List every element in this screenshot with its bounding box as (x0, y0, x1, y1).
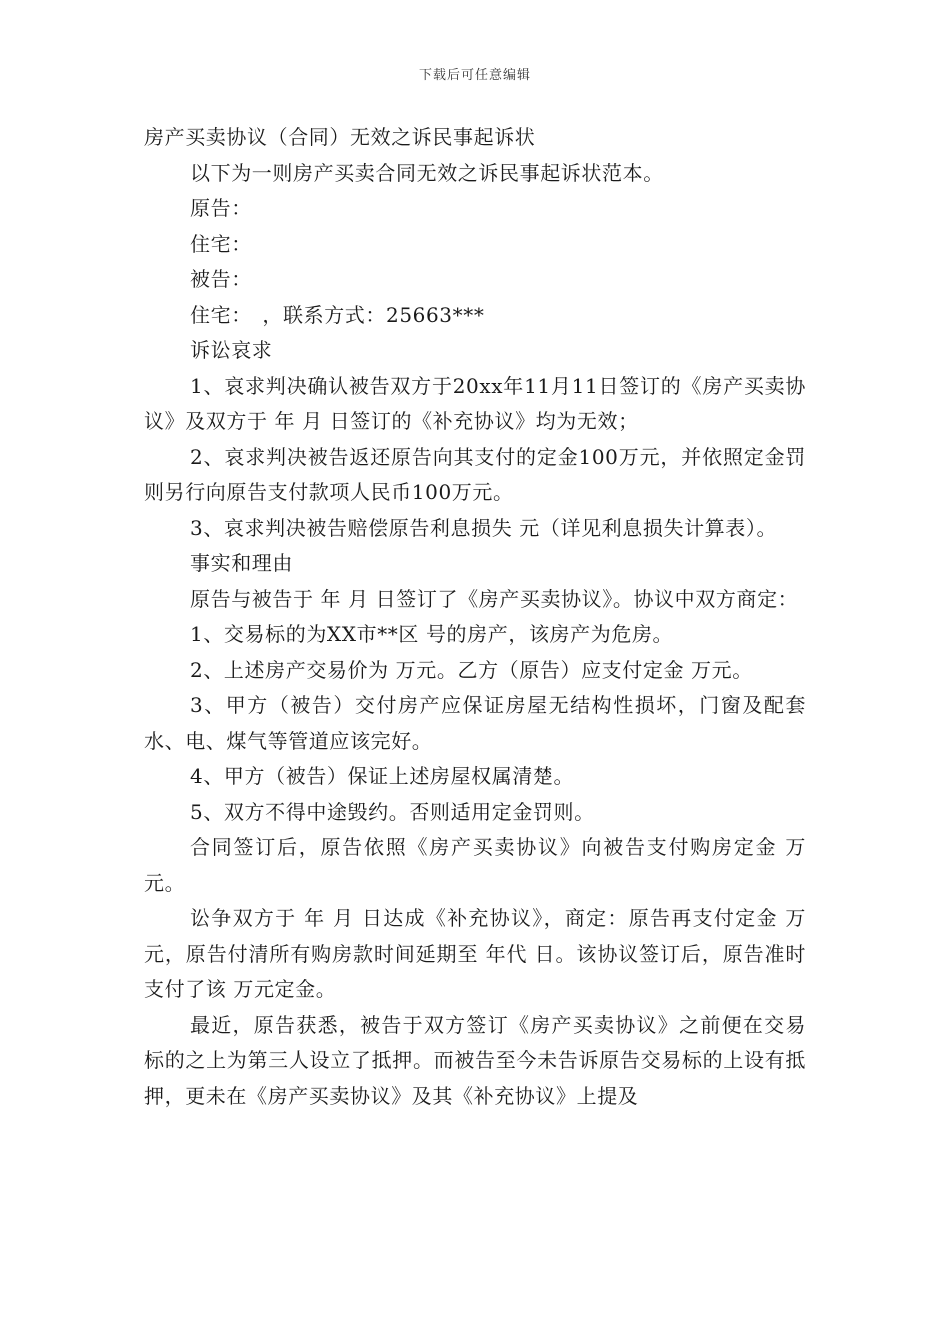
paragraph-claim-3: 3、哀求判决被告赔偿原告利息损失 元（详见利息损失计算表）。 (190, 515, 778, 540)
paragraph-term-3: 3、甲方（被告）交付房产应保证房屋无结构性损坏，门窗及配套水、电、煤气等管道应该完好。 (144, 693, 806, 753)
paragraph-defendant-address: 住宅： ，联系方式：25663*** (190, 302, 485, 327)
paragraph-deposit-payment: 合同签订后，原告依照《房产买卖协议》向被告支付购房定金 万元。 (144, 835, 806, 895)
paragraph-term-4: 4、甲方（被告）保证上述房屋权属清楚。 (190, 764, 575, 788)
paragraph-facts-intro: 原告与被告于 年 月 日签订了《房产买卖协议》。协议中双方商定： (190, 586, 799, 611)
paragraph-claim-2: 2、哀求判决被告返还原告向其支付的定金100万元，并依照定金罚则另行向原告支付款项人民币100万元。 (144, 444, 806, 504)
paragraph-term-2: 2、上述房产交易价为 万元。乙方（原告）应支付定金 万元。 (190, 657, 753, 682)
section-heading-facts: 事实和理由 (190, 551, 293, 575)
paragraph-intro: 以下为一则房产买卖合同无效之诉民事起诉状范本。 (190, 160, 664, 185)
paragraph-term-1: 1、交易标的为XX市**区 号的房产，该房产为危房。 (190, 622, 674, 646)
paragraph-term-5: 5、双方不得中途毁约。否则适用定金罚则。 (190, 799, 595, 824)
section-heading-claims: 诉讼哀求 (190, 338, 273, 362)
page-header-note: 下载后可任意编辑 (418, 68, 531, 83)
paragraph-defendant: 被告： (190, 267, 252, 291)
paragraph-plaintiff-address: 住宅： (190, 231, 252, 256)
document-title: 房产买卖协议（合同）无效之诉民事起诉状 (144, 125, 536, 149)
paragraph-claim-1: 1、哀求判决确认被告双方于20xx年11月11日签订的《房产买卖协议》及双方于 年 月 日签订的《补充协议》均为无效； (144, 373, 806, 433)
paragraph-supplementary-agreement: 讼争双方于 年 月 日达成《补充协议》，商定：原告再支付定金 万元，原告付清所有购房款时间延期至 年代 日。该协议签订后，原告准时支付了该 万元定金。 (144, 906, 806, 1001)
paragraph-plaintiff: 原告： (190, 196, 252, 220)
document-body (144, 120, 806, 1114)
paragraph-mortgage-discovery: 最近，原告获悉，被告于双方签订《房产买卖协议》之前便在交易标的之上为第三人设立了抵押。而被告至今未告诉原告交易标的上设有抵押，更未在《房产买卖协议》及其《补充协议》上提及 (144, 1012, 806, 1108)
